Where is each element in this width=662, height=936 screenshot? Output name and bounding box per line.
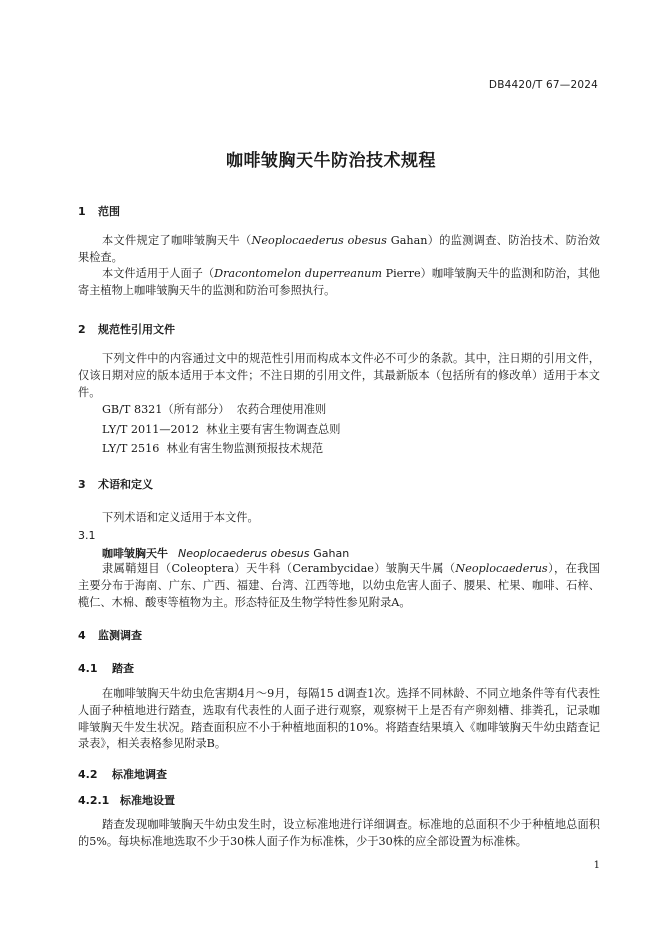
- section-title: 范围: [98, 205, 120, 218]
- section-title: 监测调查: [98, 629, 142, 642]
- subsection-title: 标准地设置: [120, 794, 175, 807]
- subsection-number: 4.1: [78, 662, 98, 675]
- subsection-title: 踏查: [112, 662, 134, 675]
- term-number: 3.1: [78, 529, 96, 542]
- scientific-name: Neoplocaederus: [455, 562, 548, 575]
- subsection-number: 4.2.1: [78, 794, 110, 807]
- reference-item-1: GB/T 8321（所有部分） 农药合理使用准则: [102, 403, 327, 416]
- section-number: 2: [78, 323, 86, 336]
- reference-item-2: LY/T 2011—2012 林业主要有害生物调查总则: [102, 423, 341, 436]
- section-1-paragraph-1: 本文件规定了咖啡皱胸天牛（Neoplocaederus obesus Gahan）的监测调查、防治技术、防治效果检查。: [78, 234, 600, 264]
- section-number: 4: [78, 629, 86, 642]
- term-entry: [102, 545, 349, 561]
- section-title: 规范性引用文件: [98, 323, 175, 336]
- reference-item-3: LY/T 2516 林业有害生物监测预报技术规范: [102, 442, 324, 455]
- section-4-2-heading: [78, 766, 167, 782]
- document-title: 咖啡皱胸天牛防治技术规程: [226, 151, 436, 171]
- section-3-heading: [78, 476, 153, 492]
- page-number: 1: [593, 860, 600, 871]
- section-4-2-1-paragraph: 踏查发现咖啡皱胸天牛幼虫发生时，设立标准地进行详细调查。标准地的总面积不少于种植地总面积的5%。每块标准地选取不少于30株人面子作为标准株，少于30株的应全部设置为标准株。: [78, 818, 600, 848]
- scientific-name: Neoplocaederus obesus: [251, 234, 387, 247]
- section-4-1-heading: [78, 660, 134, 676]
- subsection-title: 标准地调查: [112, 768, 167, 781]
- section-4-2-1-heading: [78, 792, 175, 808]
- term-scientific-name: Neoplocaederus obesus: [178, 547, 310, 560]
- section-3-paragraph: 下列术语和定义适用于本文件。: [102, 511, 259, 524]
- section-number: 1: [78, 205, 86, 218]
- section-title: 术语和定义: [98, 478, 153, 491]
- scientific-name: Dracontomelon duperreanum: [214, 267, 382, 280]
- section-4-1-paragraph: 在咖啡皱胸天牛幼虫危害期4月～9月，每隔15 d调查1次。选择不同林龄、不同立地条件等有代表性人面子种植地进行踏查，选取有代表性的人面子进行观察，观察树干上是否有产卵刻槽、排粪孔，记录咖啡皱胸天牛发生状况。踏查面积应不小于种植地面积的10%。将踏查结果填入《咖啡皱胸天牛幼虫踏查记录表》，相关表格参见附录B。: [78, 687, 600, 751]
- section-number: 3: [78, 478, 86, 491]
- section-2-paragraph: 下列文件中的内容通过文中的规范性引用而构成本文件必不可少的条款。其中，注日期的引用文件，仅该日期对应的版本适用于本文件；不注日期的引用文件，其最新版本（包括所有的修改单）适用于本文件。: [78, 352, 600, 399]
- section-4-heading: [78, 627, 142, 643]
- term-author: Gahan: [313, 547, 350, 560]
- section-2-heading: [78, 321, 175, 337]
- term-definition: 隶属鞘翅目（Coleoptera）天牛科（Cerambycidae）皱胸天牛属（Neoplocaederus），在我国主要分布于海南、广东、广西、福建、台湾、江西等地，以幼虫危害人面子、腰果、杧果、咖啡、石梓、榄仁、木棉、酸枣等植物为主。形态特征及生物学特性参见附录A。: [78, 562, 600, 609]
- section-1-heading: [78, 203, 120, 219]
- subsection-number: 4.2: [78, 768, 98, 781]
- term-chinese-name: 咖啡皱胸天牛: [102, 547, 168, 560]
- document-number: DB4420/T 67—2024: [488, 79, 598, 91]
- section-1-paragraph-2: 本文件适用于人面子（Dracontomelon duperreanum Pierre）咖啡皱胸天牛的监测和防治，其他寄主植物上咖啡皱胸天牛的监测和防治可参照执行。: [78, 267, 600, 297]
